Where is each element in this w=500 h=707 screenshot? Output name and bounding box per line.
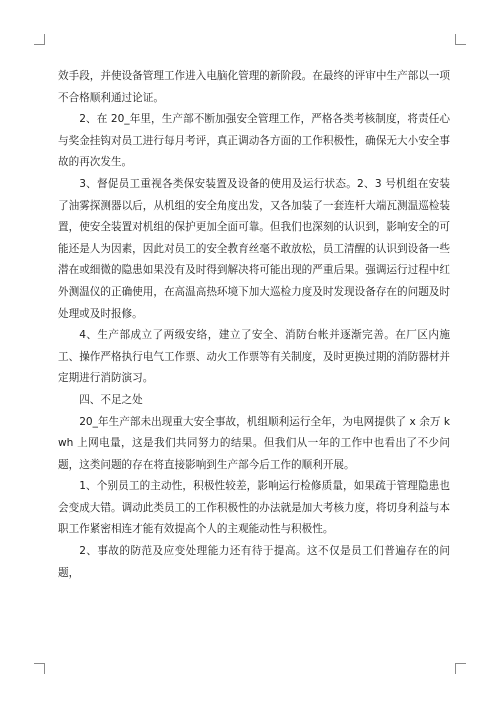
crop-mark-bottom-right [455,663,466,674]
crop-mark-bottom-left [34,663,45,674]
paragraph-continuation: 效手段，并使设备管理工作进入电脑化管理的新阶段。在最终的评审中生产部以一项不合格顺利通过论证。 [58,70,450,104]
crop-mark-top-left [34,34,45,45]
document-body [58,66,450,584]
paragraph-year-summary: 20_年生产部未出现重大安全事故，机组顺利运行全年，为电网提供了 x 余万 kwh 上网电量，这是我们共同努力的结果。但我们从一年的工作中也看出了不少问题，这类问题的存在将直接影响到生产部今后工作的顺利开展。 [58,415,450,471]
paragraph-fire-safety: 4、生产部成立了两级安络，建立了安全、消防台帐并逐渐完善。在厂区内施工、操作严格执行电气工作票、动火工作票等有关制度，及时更换过期的消防器材并定期进行消防演习。 [58,329,450,385]
paragraph-safety-management: 2、在 20_年里，生产部不断加强安全管理工作，严格各类考核制度，将责任心与奖金挂钩对员工进行每月考评，真正调动各方面的工作积极性，确保无大小安全事故的再次发生。 [58,113,450,169]
section-heading-shortcomings: 四、不足之处 [79,393,143,406]
paragraph-protection-devices: 3、督促员工重视各类保安装置及设备的使用及运行状态。2、3 号机组在安装了油雾探测器以后，从机组的安全角度出发，又各加装了一套连杆大端瓦测温巡检装置，使安全装置对机组的保护更加全面可靠。但我们也深刻的认识到，影响安全的可能还是人为因素，因此对员工的安全教育丝毫不敢放松，员工清醒的认识到设备一些潜在或细微的隐患如果没有及时得到解决将可能出现的严重后果。强调运行过程中红外测温仪的正确使用，在高温高热环境下加大巡检力度及时发现设备存在的问题及时处理或及时报修。 [58,177,450,320]
crop-mark-top-right [455,34,466,45]
paragraph-incident-response: 2、事故的防范及应变处理能力还有待于提高。这不仅是员工们普遍存在的问题， [58,545,450,579]
paragraph-staff-initiative: 1、个别员工的主动性，积极性较差，影响运行检修质量，如果疏于管理隐患也会变成大错。调动此类员工的工作积极性的办法就是加大考核力度，将切身利益与本职工作紧密相连才能有效提高个人的主观能动性与积极性。 [58,480,450,536]
